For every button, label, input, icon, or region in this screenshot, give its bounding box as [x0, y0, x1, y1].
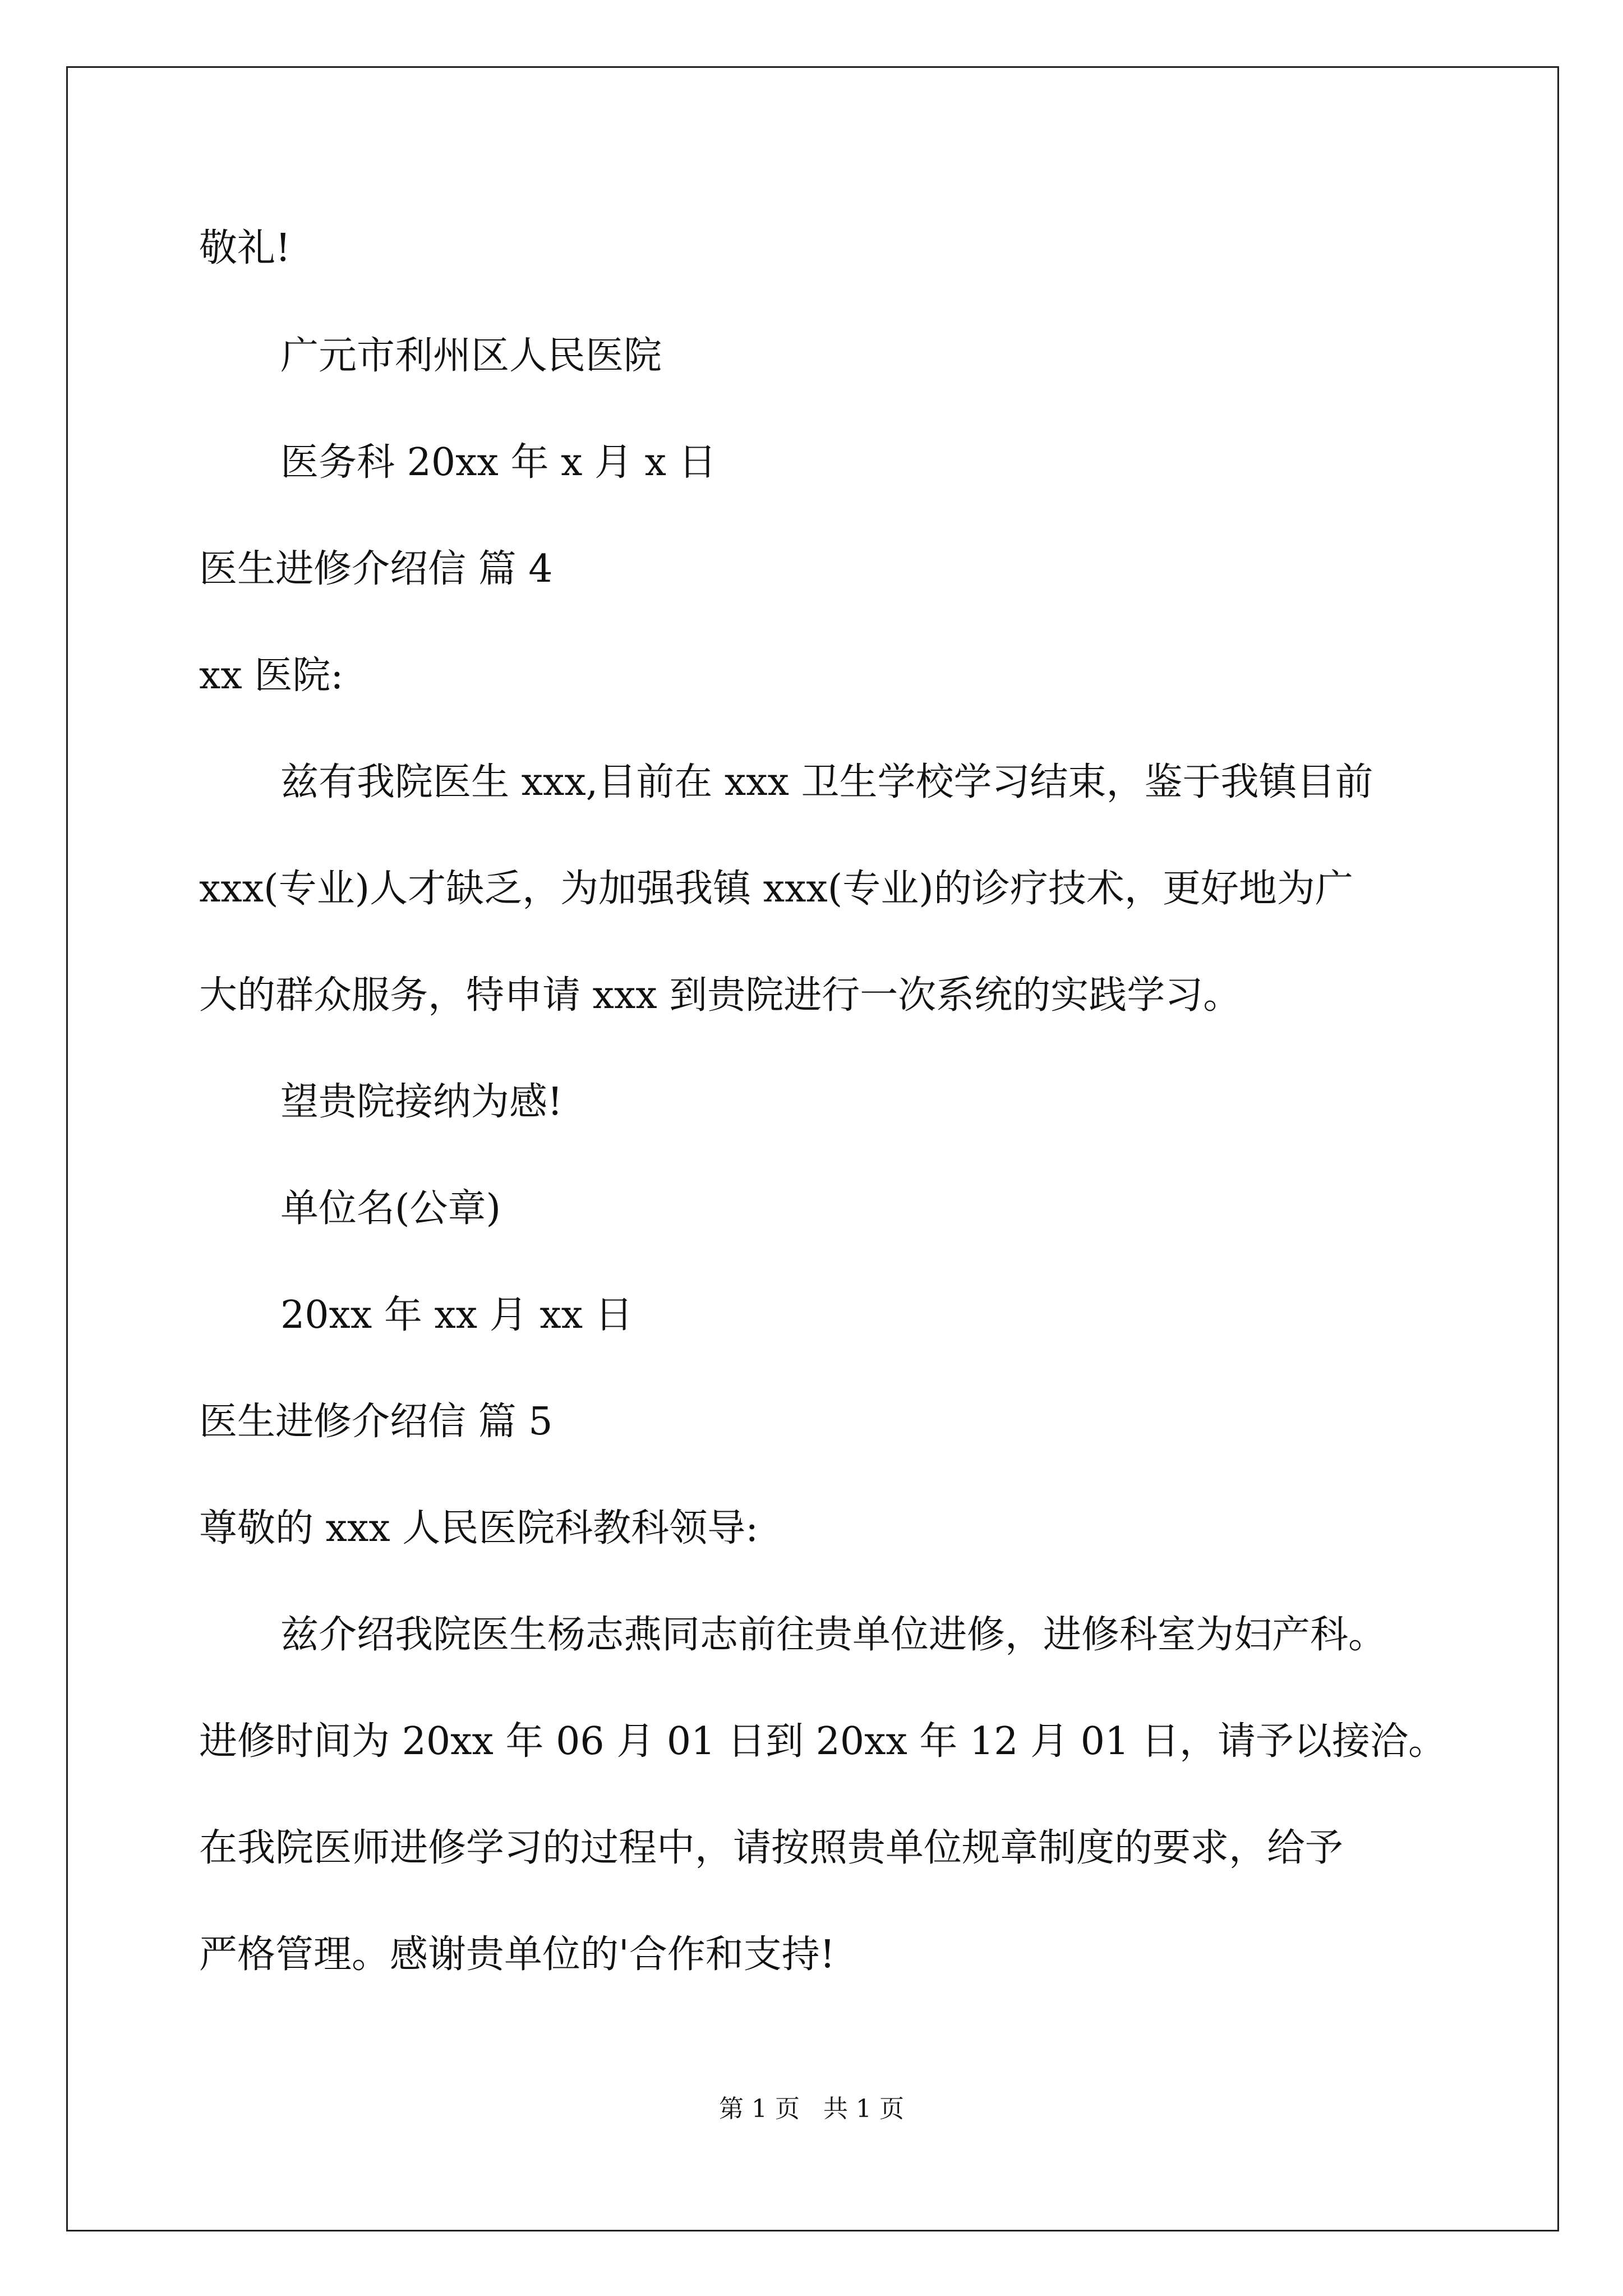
signature-dept-date: 医务科 20xx 年 x 月 x 日 [280, 440, 717, 485]
letter-body-line: 兹介绍我院医生杨志燕同志前往贵单位进修，进修科室为妇产科。 [280, 1613, 1387, 1657]
letter-body-line: 兹有我院医生 xxx,目前在 xxx 卫生学校学习结束，鉴于我镇目前 [280, 760, 1373, 804]
letter-body-line: 严格管理。感谢贵单位的'合作和支持! [199, 1932, 836, 1977]
section-heading-5: 医生进修介绍信 篇 5 [199, 1400, 553, 1444]
signature-unit: 单位名(公章) [280, 1186, 501, 1231]
letter-addressee: xx 医院: [199, 654, 344, 698]
letter-body-line: 进修时间为 20xx 年 06 月 01 日到 20xx 年 12 月 01 日，请予以接洽。 [199, 1719, 1446, 1764]
closing-salutation: 敬礼! [199, 226, 291, 270]
letter-body-line: xxx(专业)人才缺乏，为加强我镇 xxx(专业)的诊疗技术，更好地为广 [199, 867, 1353, 911]
signature-date: 20xx 年 xx 月 xx 日 [280, 1293, 633, 1337]
signature-hospital: 广元市利州区人民医院 [280, 334, 662, 378]
section-heading-4: 医生进修介绍信 篇 4 [199, 547, 553, 591]
letter-body-line: 在我院医师进修学习的过程中，请按照贵单位规章制度的要求，给予 [199, 1826, 1344, 1870]
letter-addressee: 尊敬的 xxx 人民医院科教科领导: [199, 1506, 759, 1550]
letter-body-line: 大的群众服务，特申请 xxx 到贵院进行一次系统的实践学习。 [199, 973, 1242, 1018]
page-frame [66, 66, 1559, 2231]
letter-closing: 望贵院接纳为感! [280, 1080, 563, 1124]
page-footer: 第 1 页 共 1 页 [719, 2095, 904, 2123]
